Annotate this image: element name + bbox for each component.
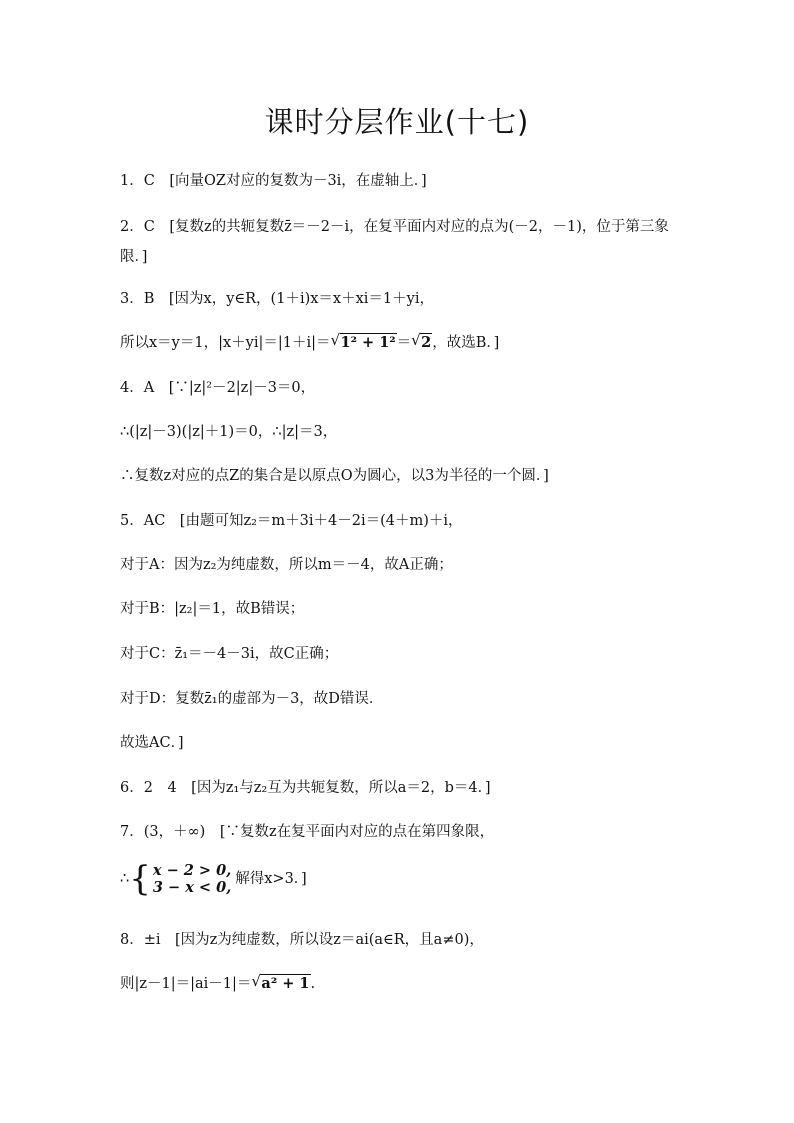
answer-3-line-1: 3．B [因为x，y∈R，(1＋i)x＝x＋xi＝1＋yi， xyxy=(120,291,434,307)
sqrt-two: √ 2 xyxy=(411,333,432,353)
answer-5-conclusion: 故选AC．] xyxy=(120,735,184,751)
answer-5-option-a: 对于A：因为z₂为纯虚数，所以m＝－4，故A正确； xyxy=(120,557,453,573)
sqrt-a-squared: √ a² + 1 xyxy=(251,974,310,994)
answer-8-tail: . xyxy=(310,976,316,992)
answer-5-line-1: 5．AC [由题可知z₂＝m＋3i＋4－2i＝(4＋m)＋i， xyxy=(120,513,463,529)
answer-1: 1．C [向量OZ对应的复数为－3i，在虚轴上．] xyxy=(120,173,427,189)
answer-3-line-2 xyxy=(120,333,680,353)
answer-4-line-1: 4．A [∵|z|²－2|z|－3＝0， xyxy=(120,380,316,396)
sqrt-expression: √ 1² + 1² xyxy=(331,333,397,353)
answer-3-tail: ，故选B．] xyxy=(432,335,500,351)
answer-8-line-1: 8．±i [因为z为纯虚数，所以设z＝ai(a∈R，且a≠0)， xyxy=(120,932,484,948)
brace-symbol: { xyxy=(129,859,151,899)
answer-5-option-c: 对于C：z̄₁＝－4－3i，故C正确； xyxy=(120,646,339,662)
answer-8-line-2 xyxy=(120,974,680,994)
answer-3-text: 所以x＝y＝1，|x＋yi|＝|1＋i|＝ xyxy=(120,335,331,351)
page-title: 课时分层作业(十七) xyxy=(264,105,530,139)
answer-5-option-d: 对于D：复数z̄₁的虚部为－3，故D错误． xyxy=(120,691,384,707)
answer-7-line-1: 7．(3，＋∞) [∵复数z在复平面内对应的点在第四象限， xyxy=(120,824,495,840)
answer-8-text: 则|z－1|＝|ai－1|＝ xyxy=(120,976,252,992)
answer-4-line-3: ∴复数z对应的点Z的集合是以原点O为圆心，以3为半径的一个圆．] xyxy=(120,468,549,484)
equals-sign: ＝ xyxy=(396,335,412,351)
answer-7-line-2 xyxy=(120,859,680,899)
answer-5-option-b: 对于B：|z₂|＝1，故B错误； xyxy=(120,601,305,617)
answer-7-tail: 解得x>3．] xyxy=(235,871,307,887)
answer-6: 6．2 4 [因为z₁与z₂互为共轭复数，所以a＝2，b＝4．] xyxy=(120,780,491,796)
answer-2: 2．C [复数z的共轭复数z̄＝－2－i，在复平面内对应的点为(－2，－1)，位于第三象限．] xyxy=(120,219,669,265)
answer-4-line-2: ∴(|z|－3)(|z|＋1)＝0，∴|z|＝3， xyxy=(120,424,338,440)
therefore-symbol: ∴ xyxy=(120,871,130,887)
inequality-system: x − 2 > 0, 3 − x < 0, xyxy=(152,862,232,896)
